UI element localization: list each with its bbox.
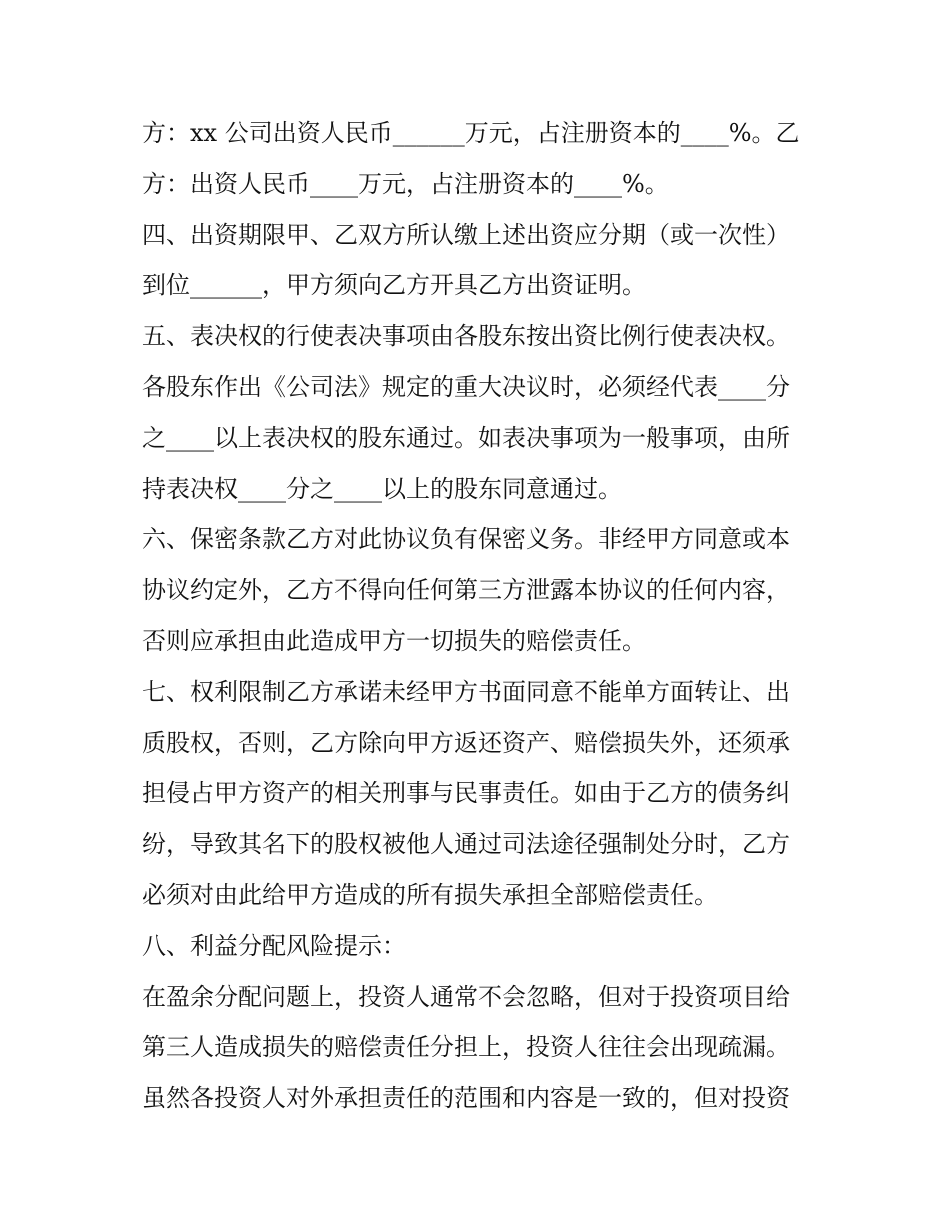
document-body xyxy=(142,108,822,1124)
text-line: 五、表决权的行使表决事项由各股东按出资比例行使表决权。 xyxy=(142,322,790,351)
text-line: 纷，导致其名下的股权被他人通过司法途径强制处分时，乙方 xyxy=(142,830,790,859)
text-line: 质股权，否则，乙方除向甲方返还资产、赔偿损失外，还须承 xyxy=(142,728,790,757)
text-line: 八、利益分配风险提示： xyxy=(142,931,406,960)
text-line: 在盈余分配问题上，投资人通常不会忽略，但对于投资项目给 xyxy=(142,982,790,1011)
text-line: 六、保密条款乙方对此协议负有保密义务。非经甲方同意或本 xyxy=(142,525,790,554)
text-line: 否则应承担由此造成甲方一切损失的赔偿责任。 xyxy=(142,626,646,655)
text-line: 方：出资人民币____万元，占注册资本的____%。 xyxy=(142,169,669,198)
text-line: 虽然各投资人对外承担责任的范围和内容是一致的，但对投资 xyxy=(142,1084,790,1113)
text-line: 各股东作出《公司法》规定的重大决议时，必须经代表____分 xyxy=(142,372,790,401)
text-line: 必须对由此给甲方造成的所有损失承担全部赔偿责任。 xyxy=(142,880,718,909)
text-line: 到位______，甲方须向乙方开具乙方出资证明。 xyxy=(142,271,646,300)
text-line: 协议约定外，乙方不得向任何第三方泄露本协议的任何内容， xyxy=(142,576,790,605)
text-line: 之____以上表决权的股东通过。如表决事项为一般事项，由所 xyxy=(142,423,790,452)
text-line: 七、权利限制乙方承诺未经甲方书面同意不能单方面转让、出 xyxy=(142,677,790,706)
text-line: 方：xx 公司出资人民币______万元，占注册资本的____%。乙 xyxy=(142,119,800,147)
text-line: 担侵占甲方资产的相关刑事与民事责任。如由于乙方的债务纠 xyxy=(142,779,790,808)
text-line: 四、出资期限甲、乙双方所认缴上述出资应分期（或一次性） xyxy=(142,220,790,249)
text-line: 第三人造成损失的赔偿责任分担上，投资人往往会出现疏漏。 xyxy=(142,1033,790,1062)
text-line: 持表决权____分之____以上的股东同意通过。 xyxy=(142,474,622,503)
